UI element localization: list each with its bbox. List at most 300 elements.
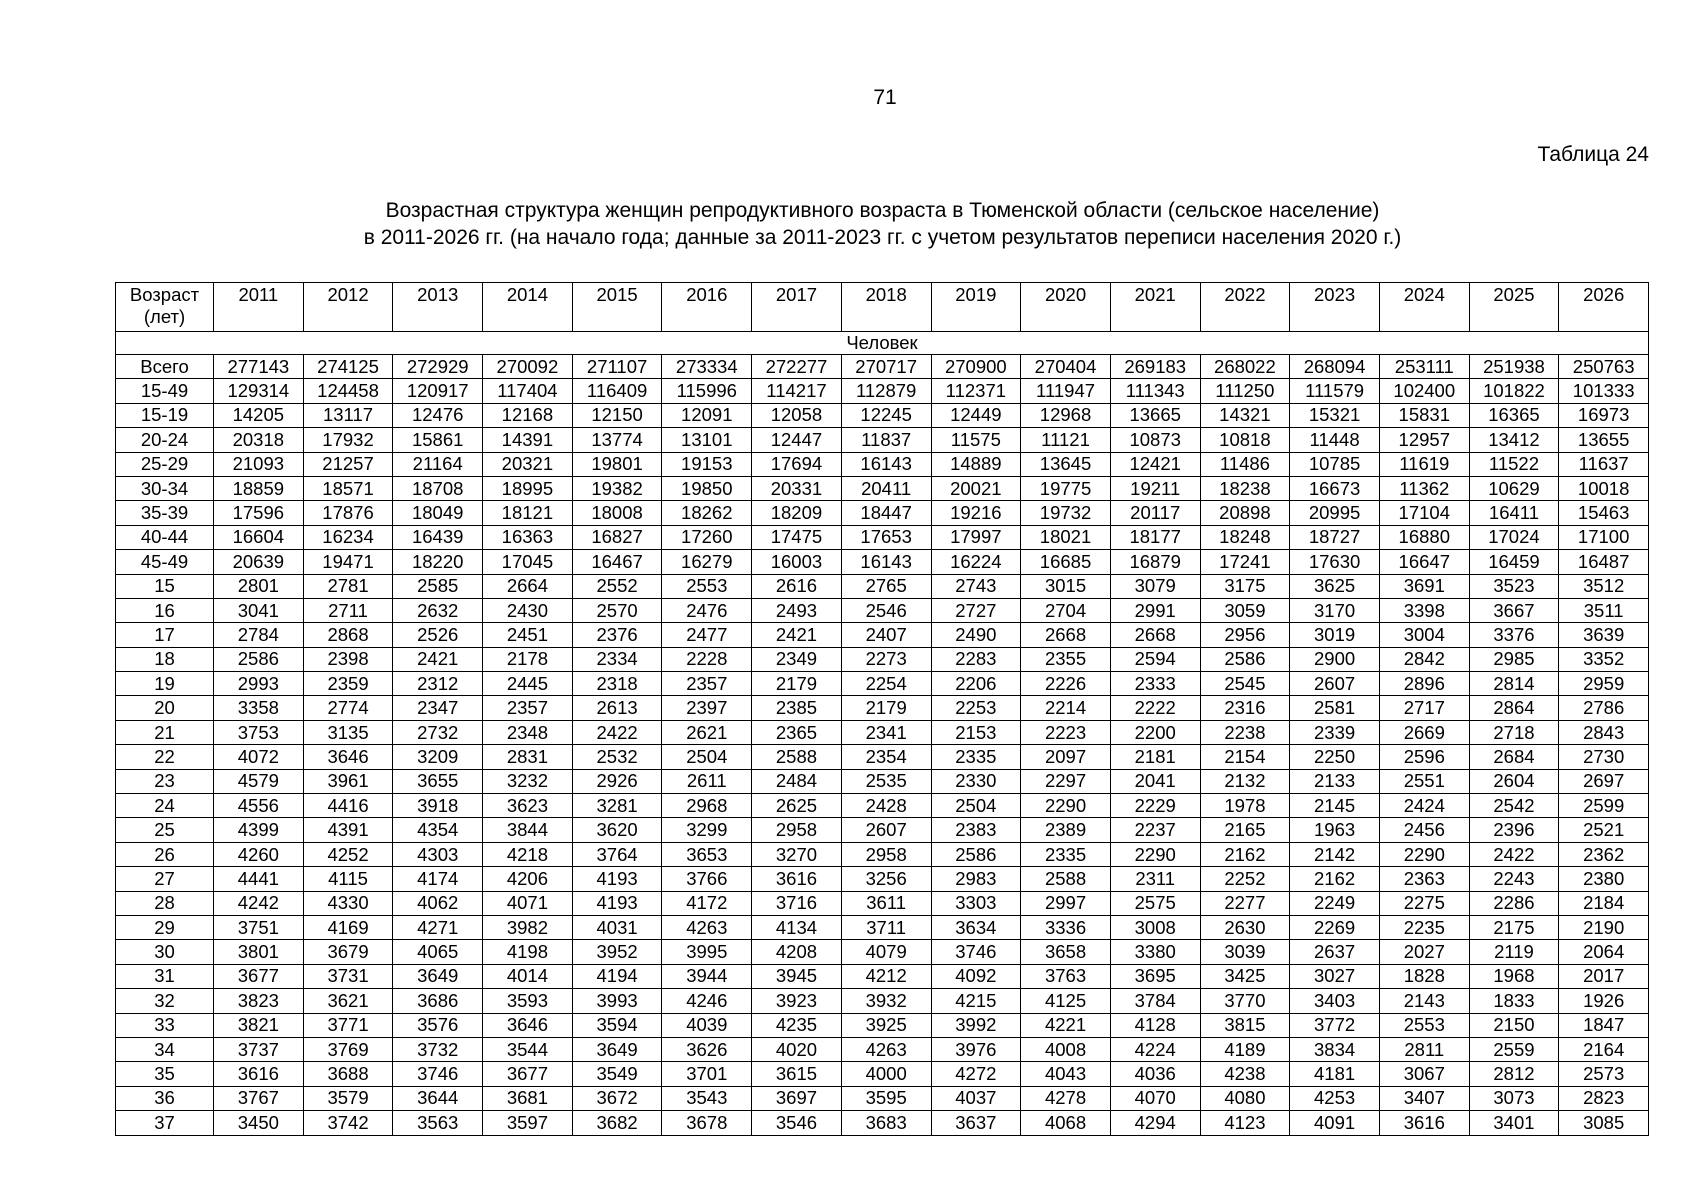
- table-cell: 2223: [1021, 720, 1111, 744]
- table-cell: 2553: [1379, 1013, 1469, 1037]
- table-cell: 2551: [1379, 769, 1469, 793]
- table-cell: 3594: [572, 1013, 662, 1037]
- table-cell: 3232: [483, 769, 573, 793]
- table-cell: 17694: [752, 452, 842, 476]
- table-cell: 1833: [1469, 989, 1559, 1013]
- table-cell: 4252: [303, 842, 393, 866]
- table-cell: 19850: [662, 476, 752, 500]
- table-cell: 3175: [1200, 574, 1290, 598]
- table-cell: 112371: [931, 379, 1021, 403]
- table-cell: 1968: [1469, 964, 1559, 988]
- table-cell: 112879: [841, 379, 931, 403]
- table-row: [116, 769, 1649, 793]
- table-cell: 11522: [1469, 452, 1559, 476]
- table-cell: 2164: [1559, 1037, 1649, 1061]
- table-cell: 17596: [214, 501, 304, 525]
- table-cell: 102400: [1379, 379, 1469, 403]
- table-cell: 3701: [662, 1062, 752, 1086]
- table-cell: 3085: [1559, 1111, 1649, 1135]
- table-cell: 2521: [1559, 818, 1649, 842]
- table-row: [116, 1013, 1649, 1037]
- row-label: 20-24: [116, 428, 214, 452]
- table-label: Таблица 24: [1537, 143, 1649, 166]
- table-cell: 2363: [1379, 867, 1469, 891]
- table-cell: 3711: [841, 915, 931, 939]
- table-cell: 2613: [572, 696, 662, 720]
- table-cell: 3944: [662, 964, 752, 988]
- table-row: [116, 598, 1649, 622]
- table-cell: 2812: [1469, 1062, 1559, 1086]
- table-cell: 3767: [214, 1086, 304, 1110]
- table-cell: 16143: [841, 452, 931, 476]
- row-label: 35: [116, 1062, 214, 1086]
- table-cell: 2926: [572, 769, 662, 793]
- table-cell: 4079: [841, 940, 931, 964]
- table-cell: 4556: [214, 794, 304, 818]
- table-cell: 18727: [1290, 525, 1380, 549]
- table-cell: 2334: [572, 647, 662, 671]
- table-cell: 3597: [483, 1111, 573, 1135]
- table-cell: 2781: [303, 574, 393, 598]
- table-cell: 3918: [393, 794, 483, 818]
- table-cell: 15831: [1379, 403, 1469, 427]
- table-cell: 11837: [841, 428, 931, 452]
- table-cell: 271107: [572, 355, 662, 379]
- table-cell: 1926: [1559, 989, 1649, 1013]
- table-cell: 1847: [1559, 1013, 1649, 1037]
- table-cell: 20318: [214, 428, 304, 452]
- table-cell: 1963: [1290, 818, 1380, 842]
- table-cell: 11575: [931, 428, 1021, 452]
- table-cell: 10818: [1200, 428, 1290, 452]
- table-cell: 4071: [483, 891, 573, 915]
- table-cell: 4354: [393, 818, 483, 842]
- table-cell: 2983: [931, 867, 1021, 891]
- table-cell: 10629: [1469, 476, 1559, 500]
- table-cell: 2546: [841, 598, 931, 622]
- row-label: 27: [116, 867, 214, 891]
- table-cell: 10785: [1290, 452, 1380, 476]
- table-cell: 2154: [1200, 745, 1290, 769]
- year-header: 2014: [483, 283, 573, 332]
- row-label: 30-34: [116, 476, 214, 500]
- table-cell: 12091: [662, 403, 752, 427]
- table-cell: 3742: [303, 1111, 393, 1135]
- table-cell: 16003: [752, 550, 842, 574]
- table-cell: 16827: [572, 525, 662, 549]
- table-cell: 3621: [303, 989, 393, 1013]
- table-title: [115, 197, 1650, 251]
- table-cell: 12245: [841, 403, 931, 427]
- table-cell: 16143: [841, 550, 931, 574]
- table-cell: 3976: [931, 1037, 1021, 1061]
- table-cell: 20117: [1110, 501, 1200, 525]
- table-cell: 19775: [1021, 476, 1111, 500]
- table-cell: 4036: [1110, 1062, 1200, 1086]
- row-label: 20: [116, 696, 214, 720]
- table-cell: 2365: [752, 720, 842, 744]
- table-cell: 2765: [841, 574, 931, 598]
- table-cell: 111947: [1021, 379, 1111, 403]
- table-cell: 2397: [662, 696, 752, 720]
- row-label: 45-49: [116, 550, 214, 574]
- year-header: 2020: [1021, 283, 1111, 332]
- table-cell: 253111: [1379, 355, 1469, 379]
- table-cell: 270900: [931, 355, 1021, 379]
- year-header: 2012: [303, 283, 393, 332]
- table-cell: 2424: [1379, 794, 1469, 818]
- table-cell: 14321: [1200, 403, 1290, 427]
- table-row: [116, 867, 1649, 891]
- table-cell: 2664: [483, 574, 573, 598]
- table-cell: 4218: [483, 842, 573, 866]
- table-cell: 2490: [931, 623, 1021, 647]
- table-cell: 3563: [393, 1111, 483, 1135]
- table-cell: 4263: [841, 1037, 931, 1061]
- table-cell: 2355: [1021, 647, 1111, 671]
- table-cell: 4198: [483, 940, 573, 964]
- table-cell: 2357: [662, 672, 752, 696]
- table-cell: 3695: [1110, 964, 1200, 988]
- table-cell: 3732: [393, 1037, 483, 1061]
- table-cell: 15463: [1559, 501, 1649, 525]
- table-cell: 2097: [1021, 745, 1111, 769]
- table-row: [116, 379, 1649, 403]
- table-cell: 3281: [572, 794, 662, 818]
- table-cell: 117404: [483, 379, 573, 403]
- table-cell: 2385: [752, 696, 842, 720]
- table-cell: 4008: [1021, 1037, 1111, 1061]
- table-cell: 2178: [483, 647, 573, 671]
- table-cell: 3653: [662, 842, 752, 866]
- table-cell: 3925: [841, 1013, 931, 1037]
- table-cell: 4181: [1290, 1062, 1380, 1086]
- table-cell: 18262: [662, 501, 752, 525]
- table-cell: 16467: [572, 550, 662, 574]
- table-cell: 17241: [1200, 550, 1290, 574]
- table-cell: 2842: [1379, 647, 1469, 671]
- table-row: [116, 1062, 1649, 1086]
- table-cell: 12058: [752, 403, 842, 427]
- table-cell: 3766: [662, 867, 752, 891]
- table-cell: 3995: [662, 940, 752, 964]
- row-label: 15: [116, 574, 214, 598]
- table-cell: 2997: [1021, 891, 1111, 915]
- table-cell: 2896: [1379, 672, 1469, 696]
- table-cell: 2668: [1021, 623, 1111, 647]
- table-cell: 3380: [1110, 940, 1200, 964]
- table-cell: 17876: [303, 501, 393, 525]
- table-cell: 3923: [752, 989, 842, 1013]
- table-cell: 3945: [752, 964, 842, 988]
- table-cell: 4260: [214, 842, 304, 866]
- table-cell: 274125: [303, 355, 393, 379]
- table-cell: 2718: [1469, 720, 1559, 744]
- table-cell: 4134: [752, 915, 842, 939]
- table-cell: 2607: [841, 818, 931, 842]
- table-cell: 3398: [1379, 598, 1469, 622]
- table-cell: 4206: [483, 867, 573, 891]
- table-cell: 2604: [1469, 769, 1559, 793]
- table-row: [116, 794, 1649, 818]
- table-row: [116, 428, 1649, 452]
- table-cell: 3616: [752, 867, 842, 891]
- table-cell: 2814: [1469, 672, 1559, 696]
- table-cell: 3407: [1379, 1086, 1469, 1110]
- table-row: [116, 1037, 1649, 1061]
- table-cell: 2357: [483, 696, 573, 720]
- row-label: Всего: [116, 355, 214, 379]
- table-cell: 2162: [1200, 842, 1290, 866]
- table-cell: 20321: [483, 452, 573, 476]
- table-cell: 2143: [1379, 989, 1469, 1013]
- table-cell: 2290: [1379, 842, 1469, 866]
- table-row: [116, 1111, 1649, 1135]
- table-cell: 2243: [1469, 867, 1559, 891]
- table-cell: 4037: [931, 1086, 1021, 1110]
- table-cell: 17932: [303, 428, 393, 452]
- table-cell: 12150: [572, 403, 662, 427]
- table-cell: 12449: [931, 403, 1021, 427]
- table-cell: 3019: [1290, 623, 1380, 647]
- table-cell: 273334: [662, 355, 752, 379]
- table-cell: 4242: [214, 891, 304, 915]
- table-row: [116, 1086, 1649, 1110]
- table-cell: 129314: [214, 379, 304, 403]
- table-cell: 19471: [303, 550, 393, 574]
- table-cell: 268022: [1200, 355, 1290, 379]
- table-cell: 2958: [752, 818, 842, 842]
- table-row: [116, 623, 1649, 647]
- table-cell: 17045: [483, 550, 573, 574]
- table-cell: 2348: [483, 720, 573, 744]
- table-cell: 3771: [303, 1013, 393, 1037]
- row-label: 30: [116, 940, 214, 964]
- table-cell: 18209: [752, 501, 842, 525]
- table-cell: 17104: [1379, 501, 1469, 525]
- table-cell: 2249: [1290, 891, 1380, 915]
- table-cell: 3004: [1379, 623, 1469, 647]
- table-cell: 4246: [662, 989, 752, 1013]
- table-row: [116, 550, 1649, 574]
- table-cell: 2493: [752, 598, 842, 622]
- table-cell: 2229: [1110, 794, 1200, 818]
- table-cell: 3658: [1021, 940, 1111, 964]
- table-cell: 2599: [1559, 794, 1649, 818]
- table-cell: 2596: [1379, 745, 1469, 769]
- table-cell: 17475: [752, 525, 842, 549]
- table-cell: 17100: [1559, 525, 1649, 549]
- table-cell: 3644: [393, 1086, 483, 1110]
- table-cell: 2297: [1021, 769, 1111, 793]
- table-cell: 2621: [662, 720, 752, 744]
- table-cell: 2283: [931, 647, 1021, 671]
- table-cell: 3677: [483, 1062, 573, 1086]
- table-cell: 3620: [572, 818, 662, 842]
- table-cell: 2843: [1559, 720, 1649, 744]
- table-cell: 1978: [1200, 794, 1290, 818]
- table-cell: 18708: [393, 476, 483, 500]
- table-cell: 2553: [662, 574, 752, 598]
- table-row: [116, 452, 1649, 476]
- table-cell: 4169: [303, 915, 393, 939]
- table-cell: 3336: [1021, 915, 1111, 939]
- table-cell: 3677: [214, 964, 304, 988]
- table-cell: 3993: [572, 989, 662, 1013]
- table-cell: 13655: [1559, 428, 1649, 452]
- table-cell: 3616: [214, 1062, 304, 1086]
- table-cell: 2119: [1469, 940, 1559, 964]
- table-cell: 16647: [1379, 550, 1469, 574]
- table-cell: 3623: [483, 794, 573, 818]
- table-cell: 2027: [1379, 940, 1469, 964]
- row-label: 25-29: [116, 452, 214, 476]
- table-cell: 3595: [841, 1086, 931, 1110]
- table-cell: 2347: [393, 696, 483, 720]
- table-cell: 2335: [931, 745, 1021, 769]
- table-cell: 3932: [841, 989, 931, 1013]
- row-label: 29: [116, 915, 214, 939]
- table-cell: 3678: [662, 1111, 752, 1135]
- table-cell: 16234: [303, 525, 393, 549]
- table-cell: 15861: [393, 428, 483, 452]
- row-label: 33: [116, 1013, 214, 1037]
- table-cell: 2477: [662, 623, 752, 647]
- table-row: [116, 647, 1649, 671]
- table-cell: 4065: [393, 940, 483, 964]
- table-cell: 3625: [1290, 574, 1380, 598]
- table-cell: 17653: [841, 525, 931, 549]
- table-cell: 4272: [931, 1062, 1021, 1086]
- table-cell: 2625: [752, 794, 842, 818]
- table-cell: 12421: [1110, 452, 1200, 476]
- row-label: 16: [116, 598, 214, 622]
- table-cell: 3992: [931, 1013, 1021, 1037]
- table-cell: 20995: [1290, 501, 1380, 525]
- table-cell: 4174: [393, 867, 483, 891]
- table-cell: 3256: [841, 867, 931, 891]
- table-cell: 3512: [1559, 574, 1649, 598]
- table-cell: 2330: [931, 769, 1021, 793]
- unit-label: Человек: [116, 332, 1649, 355]
- table-cell: 2552: [572, 574, 662, 598]
- table-cell: 2786: [1559, 696, 1649, 720]
- table-row: [116, 720, 1649, 744]
- table-cell: 3639: [1559, 623, 1649, 647]
- table-cell: 2611: [662, 769, 752, 793]
- table-cell: 3511: [1559, 598, 1649, 622]
- table-cell: 4092: [931, 964, 1021, 988]
- table-cell: 2801: [214, 574, 304, 598]
- year-header: 2026: [1559, 283, 1649, 332]
- table-cell: 3655: [393, 769, 483, 793]
- table-cell: 2179: [841, 696, 931, 720]
- table-cell: 3961: [303, 769, 393, 793]
- table-cell: 2727: [931, 598, 1021, 622]
- table-cell: 3425: [1200, 964, 1290, 988]
- table-cell: 12476: [393, 403, 483, 427]
- table-cell: 2041: [1110, 769, 1200, 793]
- table-cell: 13774: [572, 428, 662, 452]
- table-cell: 11486: [1200, 452, 1290, 476]
- table-cell: 2206: [931, 672, 1021, 696]
- table-cell: 16604: [214, 525, 304, 549]
- table-cell: 2545: [1200, 672, 1290, 696]
- table-cell: 3672: [572, 1086, 662, 1110]
- table-cell: 2421: [752, 623, 842, 647]
- table-cell: 2451: [483, 623, 573, 647]
- table-cell: 16224: [931, 550, 1021, 574]
- table-cell: 2290: [1110, 842, 1200, 866]
- table-cell: 2504: [662, 745, 752, 769]
- table-cell: 2142: [1290, 842, 1380, 866]
- table-cell: 16279: [662, 550, 752, 574]
- table-cell: 17024: [1469, 525, 1559, 549]
- table-cell: 4330: [303, 891, 393, 915]
- table-row: [116, 842, 1649, 866]
- table-cell: 3549: [572, 1062, 662, 1086]
- table-cell: 3679: [303, 940, 393, 964]
- table-cell: 3403: [1290, 989, 1380, 1013]
- table-cell: 4062: [393, 891, 483, 915]
- table-cell: 3450: [214, 1111, 304, 1135]
- row-label: 15-19: [116, 403, 214, 427]
- table-cell: 4080: [1200, 1086, 1290, 1110]
- table-cell: 2354: [841, 745, 931, 769]
- table-cell: 11619: [1379, 452, 1469, 476]
- table-cell: 2864: [1469, 696, 1559, 720]
- table-cell: 277143: [214, 355, 304, 379]
- table-row: [116, 476, 1649, 500]
- table-cell: 2559: [1469, 1037, 1559, 1061]
- year-header: 2019: [931, 283, 1021, 332]
- table-cell: 3649: [572, 1037, 662, 1061]
- age-structure-table: [115, 282, 1649, 1136]
- table-cell: 120917: [393, 379, 483, 403]
- table-cell: 4125: [1021, 989, 1111, 1013]
- table-cell: 18859: [214, 476, 304, 500]
- table-cell: 4441: [214, 867, 304, 891]
- table-cell: 16363: [483, 525, 573, 549]
- table-cell: 18049: [393, 501, 483, 525]
- year-header: 2015: [572, 283, 662, 332]
- table-cell: 2398: [303, 647, 393, 671]
- table-cell: 2181: [1110, 745, 1200, 769]
- table-cell: 4123: [1200, 1111, 1290, 1135]
- table-cell: 18571: [303, 476, 393, 500]
- table-cell: 4043: [1021, 1062, 1111, 1086]
- table-cell: 12968: [1021, 403, 1111, 427]
- table-cell: 114217: [752, 379, 842, 403]
- table-cell: 2017: [1559, 964, 1649, 988]
- table-cell: 4294: [1110, 1111, 1200, 1135]
- table-cell: 3544: [483, 1037, 573, 1061]
- table-cell: 3626: [662, 1037, 752, 1061]
- table-cell: 2476: [662, 598, 752, 622]
- table-cell: 2133: [1290, 769, 1380, 793]
- table-cell: 3059: [1200, 598, 1290, 622]
- table-cell: 2275: [1379, 891, 1469, 915]
- table-cell: 3646: [303, 745, 393, 769]
- table-cell: 18995: [483, 476, 573, 500]
- table-cell: 2730: [1559, 745, 1649, 769]
- table-cell: 17260: [662, 525, 752, 549]
- table-cell: 2704: [1021, 598, 1111, 622]
- table-cell: 2573: [1559, 1062, 1649, 1086]
- table-cell: 3688: [303, 1062, 393, 1086]
- row-label: 15-49: [116, 379, 214, 403]
- table-cell: 2421: [393, 647, 483, 671]
